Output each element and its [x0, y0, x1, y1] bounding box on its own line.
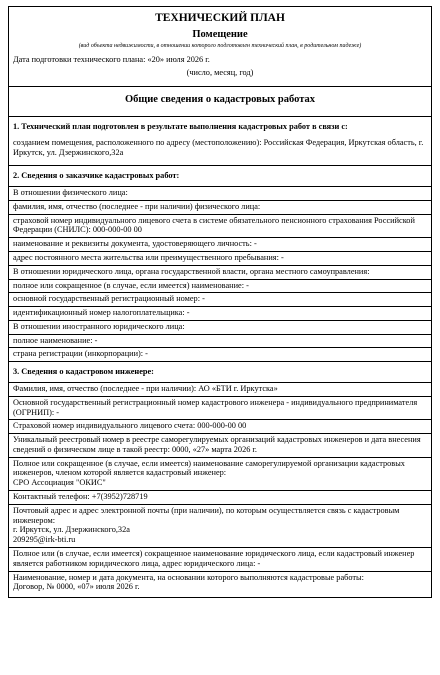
s3-contract-label: Наименование, номер и дата документа, на основании которого выполняются кадастровые работы: — [13, 572, 364, 582]
s3-row-2: Страховой номер индивидуального лицевого счета: 000-000-00 00 — [9, 419, 431, 433]
s3-heading — [9, 361, 431, 382]
s3-address-label: Почтовый адрес и адрес электронной почты (при наличии), по которым осуществляется связь с кадастровым инженером: — [13, 505, 400, 525]
s2-row-5: В отношении юридического лица, органа государственной власти, органа местного самоуправления: — [9, 265, 431, 279]
s2-row-9: В отношении иностранного юридического лица: — [9, 320, 431, 334]
document-title: ТЕХНИЧЕСКИЙ ПЛАН — [155, 12, 285, 24]
object-type-note: (вид объекта недвижимости, в отношении которого подготовлен технический план, в родительном падеже) — [78, 42, 362, 49]
s3-email-value: 209295@irk-bti.ru — [13, 535, 76, 545]
s3-row-0: Фамилия, имя, отчество (последнее - при наличии): АО «БТИ г. Иркутска» — [9, 382, 431, 396]
s2-row-10: полное наименование: - — [9, 334, 431, 348]
s3-phone: Контактный телефон: +7(3952)728719 — [9, 490, 431, 504]
s2-row-8: идентификационный номер налогоплательщика: - — [9, 306, 431, 320]
s3-row-3: Уникальный реестровый номер в реестре саморегулируемых организаций кадастровых инженеров и дата внесения сведений о физическом лице в такой реестр: 0000, «27» марта 2026 г. — [9, 433, 431, 457]
section-title-box — [9, 86, 431, 116]
s3-sro-block — [9, 457, 431, 490]
s3-address-value: г. Иркутск, ул. Дзержинского,32а — [13, 525, 130, 535]
title-box — [9, 7, 431, 86]
s1-heading — [9, 116, 431, 137]
s2-row-4: адрес постоянного места жительства или преимущественного пребывания: - — [9, 251, 431, 265]
s3-sro-value: СРО Ассоциация "ОКИС" — [13, 478, 106, 488]
title-block — [8, 6, 432, 598]
s2-heading — [9, 165, 431, 186]
technical-plan-document — [8, 6, 432, 598]
s2-row-7: основной государственный регистрационный номер: - — [9, 292, 431, 306]
s3-row-1: Основной государственный регистрационный номер кадастрового инженера - индивидуального предпринимателя (ОГРНИП): - — [9, 396, 431, 420]
s3-contract-block — [9, 571, 431, 598]
s2-row-6: полное или сокращенное (в случае, если имеется) наименование: - — [9, 279, 431, 293]
s2-row-0: В отношении физического лица: — [9, 186, 431, 200]
s1-text — [9, 137, 431, 166]
s3-address-block — [9, 504, 431, 547]
s1-text-value: созданием помещения, расположенного по адресу (местоположению): Российская Федерация, Иркутская область, г. Иркутск, ул. Дзержинского,32а — [13, 137, 424, 157]
s2-heading-text: 2. Сведения о заказчике кадастровых работ: — [13, 171, 180, 181]
s3-heading-text: 3. Сведения о кадастровом инженере: — [13, 367, 154, 377]
date-caption: (число, месяц, год) — [186, 67, 254, 77]
s2-row-11: страна регистрации (инкорпорации): - — [9, 347, 431, 361]
s2-row-3: наименование и реквизиты документа, удостоверяющего личность: - — [9, 237, 431, 251]
s2-row-2: страховой номер индивидуального лицевого счета в системе обязательного пенсионного страхования Российской Федерации (СНИЛС): 000-000-00 00 — [9, 214, 431, 238]
section-title: Общие сведения о кадастровых работах — [124, 93, 316, 105]
s1-heading-text: 1. Технический план подготовлен в результате выполнения кадастровых работ в связи с: — [13, 121, 348, 131]
s3-row-10: Полное или (в случае, если имеется) сокращенное наименование юридического лица, если кадастровый инженер является работником юридического лица, адрес юридического лица: - — [9, 547, 431, 571]
s2-row-1: фамилия, имя, отчество (последнее - при наличии) физического лица: — [9, 200, 431, 214]
preparation-date: Дата подготовки технического плана: «20» июля 2026 г. — [13, 55, 210, 65]
s3-sro-label: Полное или сокращенное (в случае, если имеется) наименование саморегулируемой организации кадастровых инженеров, членом которой является кадастровый инженер: — [13, 458, 405, 478]
s3-contract-value: Договор, № 0000, «07» июля 2026 г. — [13, 582, 140, 592]
object-type: Помещение — [192, 28, 248, 40]
